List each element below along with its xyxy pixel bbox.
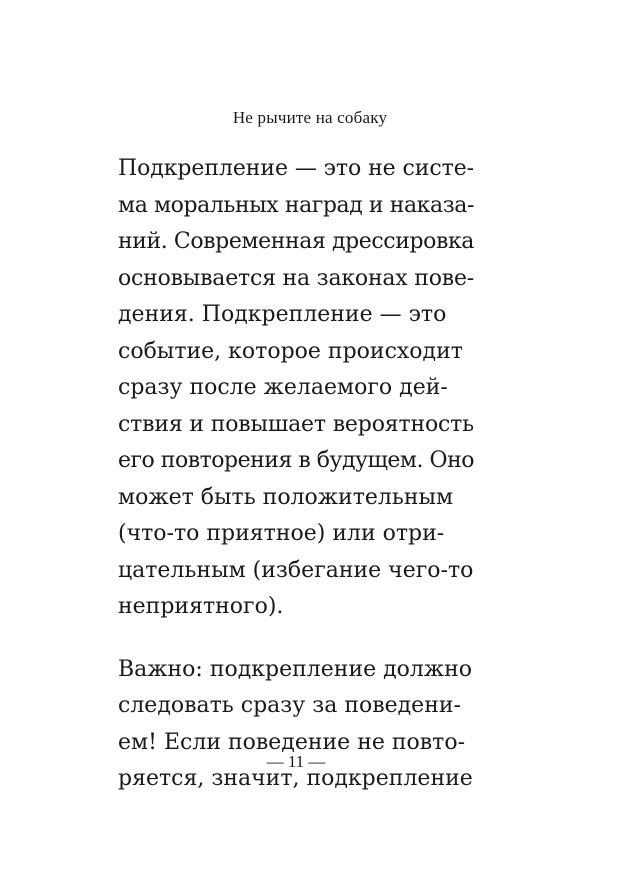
- text-line: ряется, значит, подкрепление: [118, 766, 473, 791]
- running-head: Не рычите на собаку: [232, 108, 388, 127]
- text-line: ствия и повышает вероятность: [118, 411, 474, 437]
- text-line: ем! Если поведение не повто-: [118, 729, 466, 755]
- text-line: Важно: подкрепление должно: [118, 656, 473, 682]
- text-line: ний. Современная дрессировка: [118, 229, 474, 254]
- text-line: событие, которое происходит: [118, 338, 463, 364]
- text-line: его повторения в будущем. Оно: [118, 448, 474, 473]
- text-line: цательным (избегание чего-то: [118, 557, 474, 583]
- text-line: сразу после желаемого дей-: [118, 375, 448, 400]
- text-line: Подкрепление — это не систе-: [118, 156, 474, 181]
- text-line: дения. Подкрепление — это: [118, 302, 447, 327]
- paragraph-1: [118, 151, 474, 626]
- text-line: (что-то приятное) или отри-: [118, 521, 445, 546]
- body-text: [118, 151, 474, 798]
- paragraph-gap: [118, 626, 474, 652]
- text-line: неприятного).: [118, 594, 284, 619]
- page-number: — 11 —: [266, 752, 326, 771]
- text-line: основывается на законах пове-: [118, 265, 474, 291]
- paragraph-2: [118, 652, 474, 798]
- text-line: может быть положительным: [118, 484, 454, 510]
- text-line: ма моральных наград и наказа-: [118, 192, 474, 218]
- text-line: следовать сразу за поведени-: [118, 693, 461, 718]
